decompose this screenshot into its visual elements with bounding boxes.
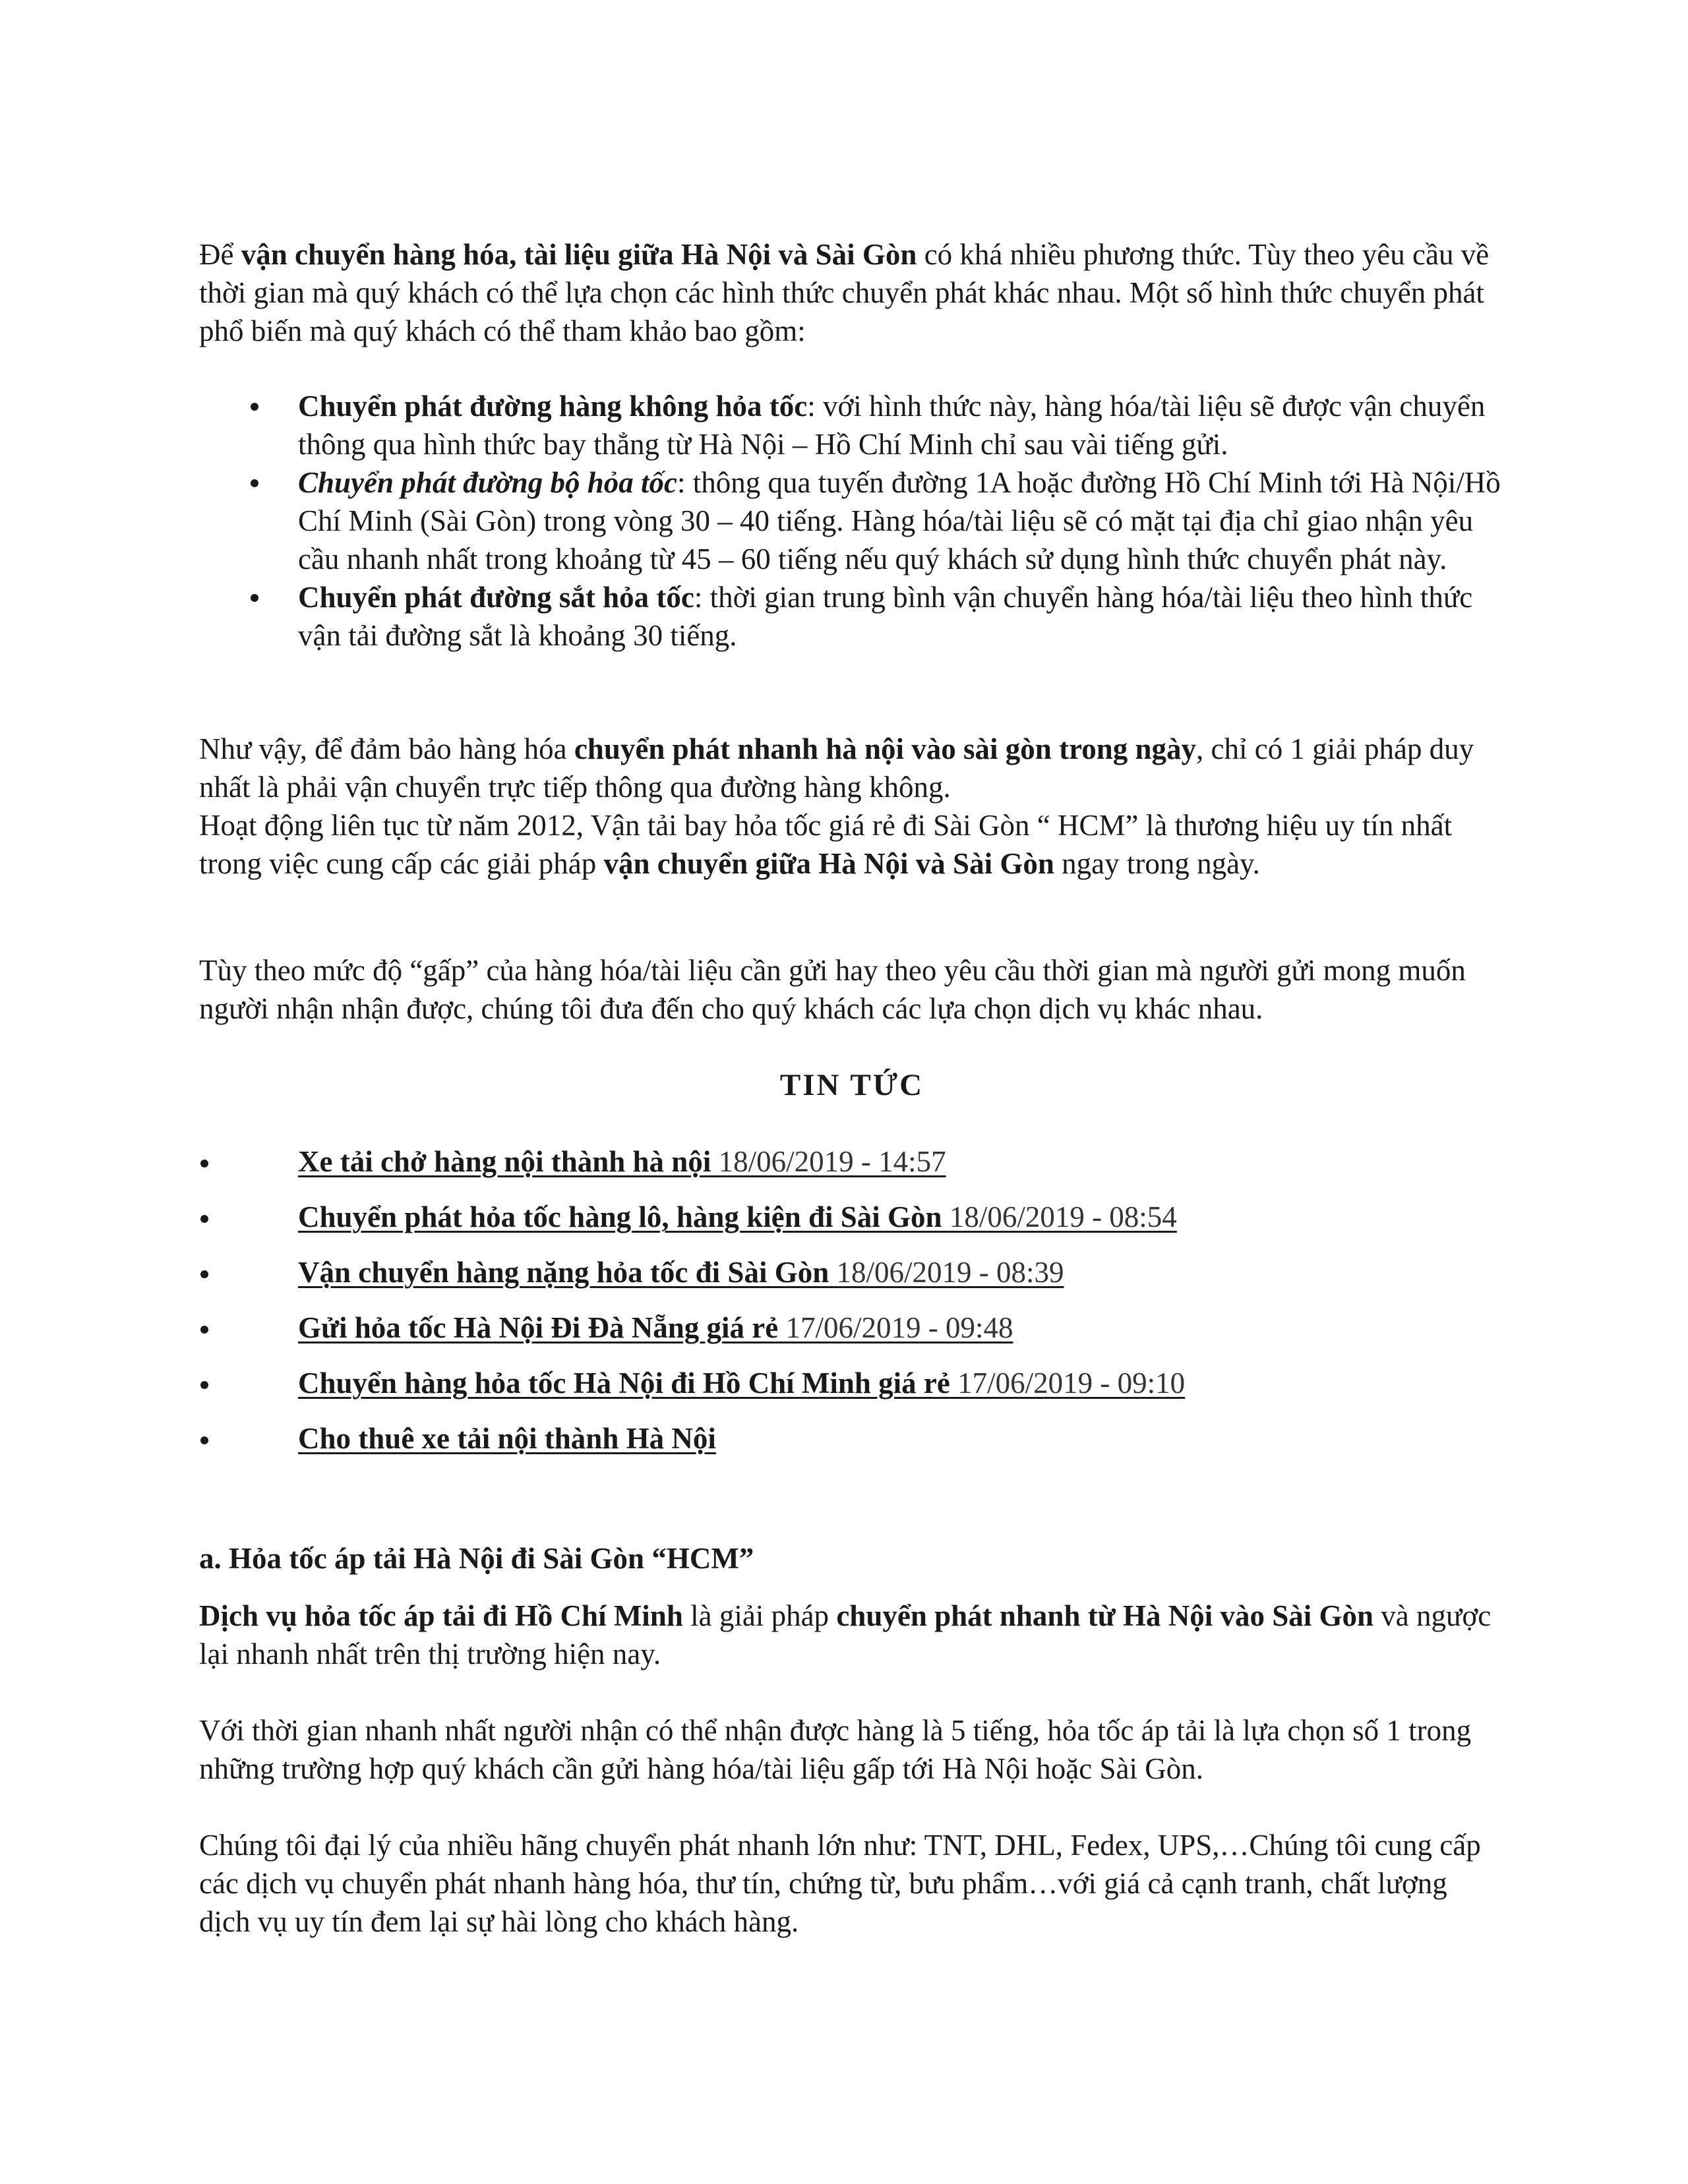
method-item-air [298,387,1505,463]
news-heading: TIN TỨC [779,1068,924,1102]
section-paragraph-3: Chúng tôi đại lý của nhiều hãng chuyển phát nhanh lớn như: TNT, DHL, Fedex, UPS,…Chúng tôi cung cấp các dịch vụ chuyển phát nhanh hàng hóa, thư tín, chứng từ, bưu phẩm…với giá cả cạnh tranh, chất lượng dịch vụ uy tín đem lại sự hài lòng cho khách hàng. [199,1829,1481,1938]
news-link[interactable] [298,1311,1013,1344]
method-title: Chuyển phát đường bộ hỏa tốc [298,466,677,499]
para3-text-1: Hoạt động liên tục từ năm 2012, Vận tải bay hỏa tốc giá rẻ đi Sài Gòn “ HCM” là thương hiệu uy tín nhất trong việc cung cấp các giải pháp [199,809,1453,880]
paragraph-air-only [199,730,1505,806]
section-p1-bold-1: Dịch vụ hỏa tốc áp tải đi Hồ Chí Minh [199,1599,683,1632]
method-title: Chuyển phát đường hàng không hỏa tốc [298,390,808,423]
paragraph-company [199,806,1505,883]
method-text: : thông qua tuyến đường 1A hoặc đường Hồ Chí Minh tới Hà Nội/Hồ Chí Minh (Sài Gòn) trong vòng 30 – 40 tiếng. Hàng hóa/tài liệu sẽ có mặt tại địa chỉ giao nhận yêu cầu nhanh nhất trong khoảng từ 45 – 60 tiếng nếu quý khách sử dụng hình thức chuyển phát này. [298,466,1501,576]
paragraph-urgency: Tùy theo mức độ “gấp” của hàng hóa/tài liệu cần gửi hay theo yêu cầu thời gian mà người gửi mong muốn người nhận nhận được, chúng tôi đưa đến cho quý khách các lựa chọn dịch vụ khác nhau. [199,954,1466,1025]
method-item-rail [298,578,1505,655]
news-date: 18/06/2019 - 14:57 [711,1145,946,1178]
news-title: Gửi hỏa tốc Hà Nội Đi Đà Nẵng giá rẻ [298,1311,779,1344]
bullet-icon [200,1270,208,1278]
intro-text-1: Để [199,238,241,271]
para2-text-2: , chỉ có 1 giải pháp duy nhất là phải vận chuyển trực tiếp thông qua đường hàng không. [199,732,1474,804]
bullet-icon [200,1160,208,1167]
section-heading: a. Hỏa tốc áp tải Hà Nội đi Sài Gòn “HCM” [199,1542,754,1575]
section-p1-bold-2: chuyển phát nhanh từ Hà Nội vào Sài Gòn [836,1599,1374,1632]
bullet-icon [200,1326,208,1334]
news-link[interactable] [298,1256,1064,1289]
method-text: : với hình thức này, hàng hóa/tài liệu sẽ được vận chuyển thông qua hình thức bay thẳng từ Hà Nội – Hồ Chí Minh chỉ sau vài tiếng gửi. [298,390,1486,461]
news-item [298,1253,1064,1291]
method-title: Chuyển phát đường sắt hỏa tốc [298,581,694,614]
section-p1-text-1: là giải pháp [682,1599,837,1632]
bullet-icon [200,1215,208,1223]
news-item [298,1364,1185,1402]
news-item [298,1198,1177,1236]
news-date: 18/06/2019 - 08:54 [942,1200,1177,1233]
news-item [298,1309,1013,1347]
news-title: Chuyển phát hỏa tốc hàng lô, hàng kiện đi Sài Gòn [298,1200,942,1233]
bullet-icon [200,1436,208,1444]
news-date: 18/06/2019 - 08:39 [829,1256,1064,1289]
para2-bold-1: chuyển phát nhanh hà nội vào sài gòn trong ngày [574,732,1197,765]
intro-paragraph [199,235,1505,350]
news-link[interactable] [298,1200,1177,1233]
section-paragraph-2: Với thời gian nhanh nhất người nhận có thể nhận được hàng là 5 tiếng, hỏa tốc áp tải là lựa chọn số 1 trong những trường hợp quý khách cần gửi hàng hóa/tài liệu gấp tới Hà Nội hoặc Sài Gòn. [199,1714,1472,1785]
bullet-icon [251,403,258,411]
news-link[interactable] [298,1422,716,1455]
para3-text-2: ngay trong ngày. [1054,847,1260,880]
news-title: Vận chuyển hàng nặng hỏa tốc đi Sài Gòn [298,1256,829,1289]
news-link[interactable] [298,1145,946,1178]
para3-bold-1: vận chuyển giữa Hà Nội và Sài Gòn [603,847,1054,880]
section-paragraph-1 [199,1597,1505,1673]
news-title: Chuyển hàng hỏa tốc Hà Nội đi Hồ Chí Minh giá rẻ [298,1367,950,1400]
news-title: Xe tải chở hàng nội thành hà nội [298,1145,711,1178]
news-title: Cho thuê xe tải nội thành Hà Nội [298,1422,716,1455]
method-item-road [298,463,1505,578]
news-date: 17/06/2019 - 09:48 [778,1311,1013,1344]
para2-text-1: Như vậy, để đảm bảo hàng hóa [199,732,574,765]
news-date: 17/06/2019 - 09:10 [950,1367,1186,1400]
intro-bold-1: vận chuyển hàng hóa, tài liệu giữa Hà Nội và Sài Gòn [241,238,917,271]
intro-text-2: có khá nhiều phương thức. Tùy theo yêu cầu về thời gian mà quý khách có thể lựa chọn các hình thức chuyển phát khác nhau. Một số hình thức chuyển phát phổ biến mà quý khách có thể tham khảo bao gồm: [199,238,1490,347]
methods-list [298,387,1505,655]
method-text: : thời gian trung bình vận chuyển hàng hóa/tài liệu theo hình thức vận tải đường sắt là khoảng 30 tiếng. [298,581,1473,652]
bullet-icon [200,1381,208,1389]
section-p1-text-2: và ngược lại nhanh nhất trên thị trường hiện nay. [199,1599,1492,1670]
news-item [298,1142,946,1181]
news-link[interactable] [298,1367,1185,1400]
bullet-icon [251,479,258,487]
bullet-icon [251,594,258,602]
news-item [298,1419,716,1458]
